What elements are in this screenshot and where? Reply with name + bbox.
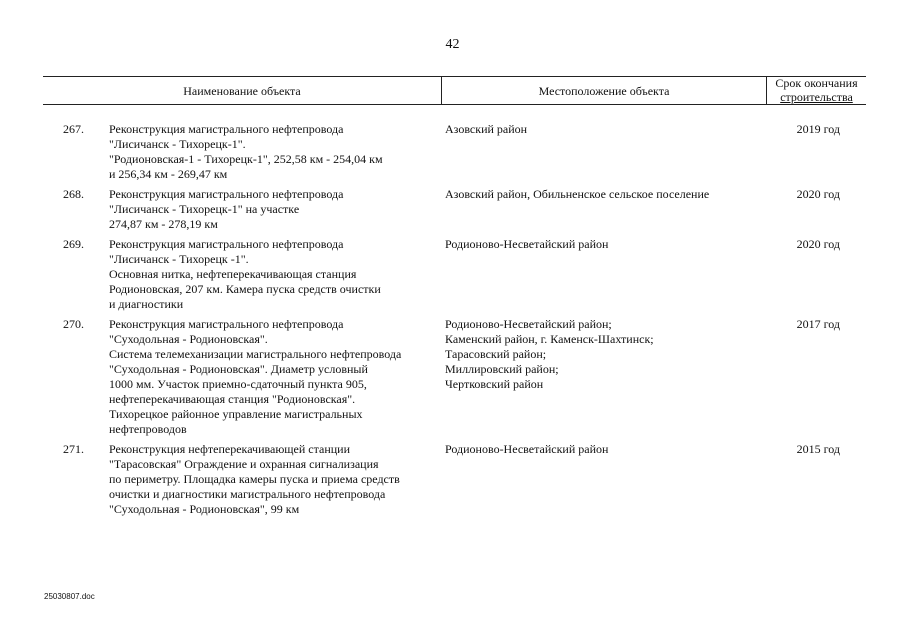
object-name-line: Тихорецкое районное управление магистральных (109, 407, 363, 421)
object-name-line: "Лисичанск - Тихорецк-1" на участке (109, 202, 300, 216)
object-name (109, 317, 439, 437)
object-name-line: "Суходольная - Родионовская", 99 км (109, 502, 300, 516)
object-location-line: Азовский район (445, 122, 528, 136)
object-location (445, 187, 765, 202)
object-name-line: нефтепроводов (109, 422, 187, 436)
object-name-line: и диагностики (109, 297, 184, 311)
completion-year: 2015 год (796, 442, 840, 456)
object-location-line: Родионово-Несветайский район; (445, 317, 612, 331)
object-name-line: Родионовская, 207 км. Камера пуска средств очистки (109, 282, 381, 296)
object-name-line: Система телемеханизации магистрального нефтепровода (109, 347, 402, 361)
object-name-line: очистки и диагностики магистрального нефтепровода (109, 487, 386, 501)
object-name (109, 442, 439, 517)
object-name-line: Реконструкция магистрального нефтепровода (109, 187, 344, 201)
object-location (445, 237, 765, 252)
object-location-line: Азовский район, Обильненское сельское поселение (445, 187, 710, 201)
object-location-line: Родионово-Несветайский район (445, 237, 609, 251)
object-name-line: "Лисичанск - Тихорецк-1". (109, 137, 246, 151)
object-name-line: "Родионовская-1 - Тихорецк-1", 252,58 км - 254,04 км (109, 152, 383, 166)
completion-year: 2019 год (796, 122, 840, 136)
object-location-line: Тарасовский район; (445, 347, 547, 361)
header-deadline-line-2: строительства (780, 90, 853, 104)
page-number: 42 (445, 37, 460, 52)
object-name-line: нефтеперекачивающая станция "Родионовская". (109, 392, 356, 406)
object-name (109, 237, 439, 312)
object-name-line: Основная нитка, нефтеперекачивающая станция (109, 267, 357, 281)
object-name-line: "Суходольная - Родионовская". Диаметр условный (109, 362, 368, 376)
row-number: 270. (63, 317, 84, 331)
header-location: Местоположение объекта (538, 84, 670, 98)
object-name-line: "Лисичанск - Тихорецк -1". (109, 252, 249, 266)
row-number: 267. (63, 122, 84, 136)
completion-year: 2017 год (796, 317, 840, 331)
object-name-line: 274,87 км - 278,19 км (109, 217, 218, 231)
object-location (445, 442, 765, 457)
object-name-line: по периметру. Площадка камеры пуска и приема средств (109, 472, 400, 486)
row-number: 268. (63, 187, 84, 201)
object-name-line: Реконструкция магистрального нефтепровода (109, 237, 344, 251)
object-location-line: Каменский район, г. Каменск-Шахтинск; (445, 332, 654, 346)
object-location (445, 122, 765, 137)
object-name-line: "Суходольная - Родионовская". (109, 332, 268, 346)
object-name (109, 187, 439, 232)
completion-year: 2020 год (796, 187, 840, 201)
object-location-line: Родионово-Несветайский район (445, 442, 609, 456)
object-name-line: Реконструкция магистрального нефтепровода (109, 122, 344, 136)
object-name-line: "Тарасовская" Ограждение и охранная сигнализация (109, 457, 379, 471)
row-number: 269. (63, 237, 84, 251)
object-name-line: Реконструкция нефтеперекачивающей станции (109, 442, 351, 456)
header-top-rule (43, 76, 866, 77)
row-number: 271. (63, 442, 84, 456)
object-name (109, 122, 439, 182)
header-name: Наименование объекта (183, 84, 301, 98)
object-name-line: Реконструкция магистрального нефтепровода (109, 317, 344, 331)
header-bottom-rule (43, 104, 866, 105)
object-name-line: и 256,34 км - 269,47 км (109, 167, 228, 181)
object-location-line: Чертковский район (445, 377, 544, 391)
completion-year: 2020 год (796, 237, 840, 251)
document-filename: 25030807.doc (44, 592, 95, 601)
object-name-line: 1000 мм. Участок приемно-сдаточный пункта 905, (109, 377, 367, 391)
header-deadline (767, 76, 866, 104)
header-deadline-line-1: Срок окончания (775, 76, 858, 90)
object-location-line: Миллировский район; (445, 362, 559, 376)
object-location (445, 317, 765, 392)
